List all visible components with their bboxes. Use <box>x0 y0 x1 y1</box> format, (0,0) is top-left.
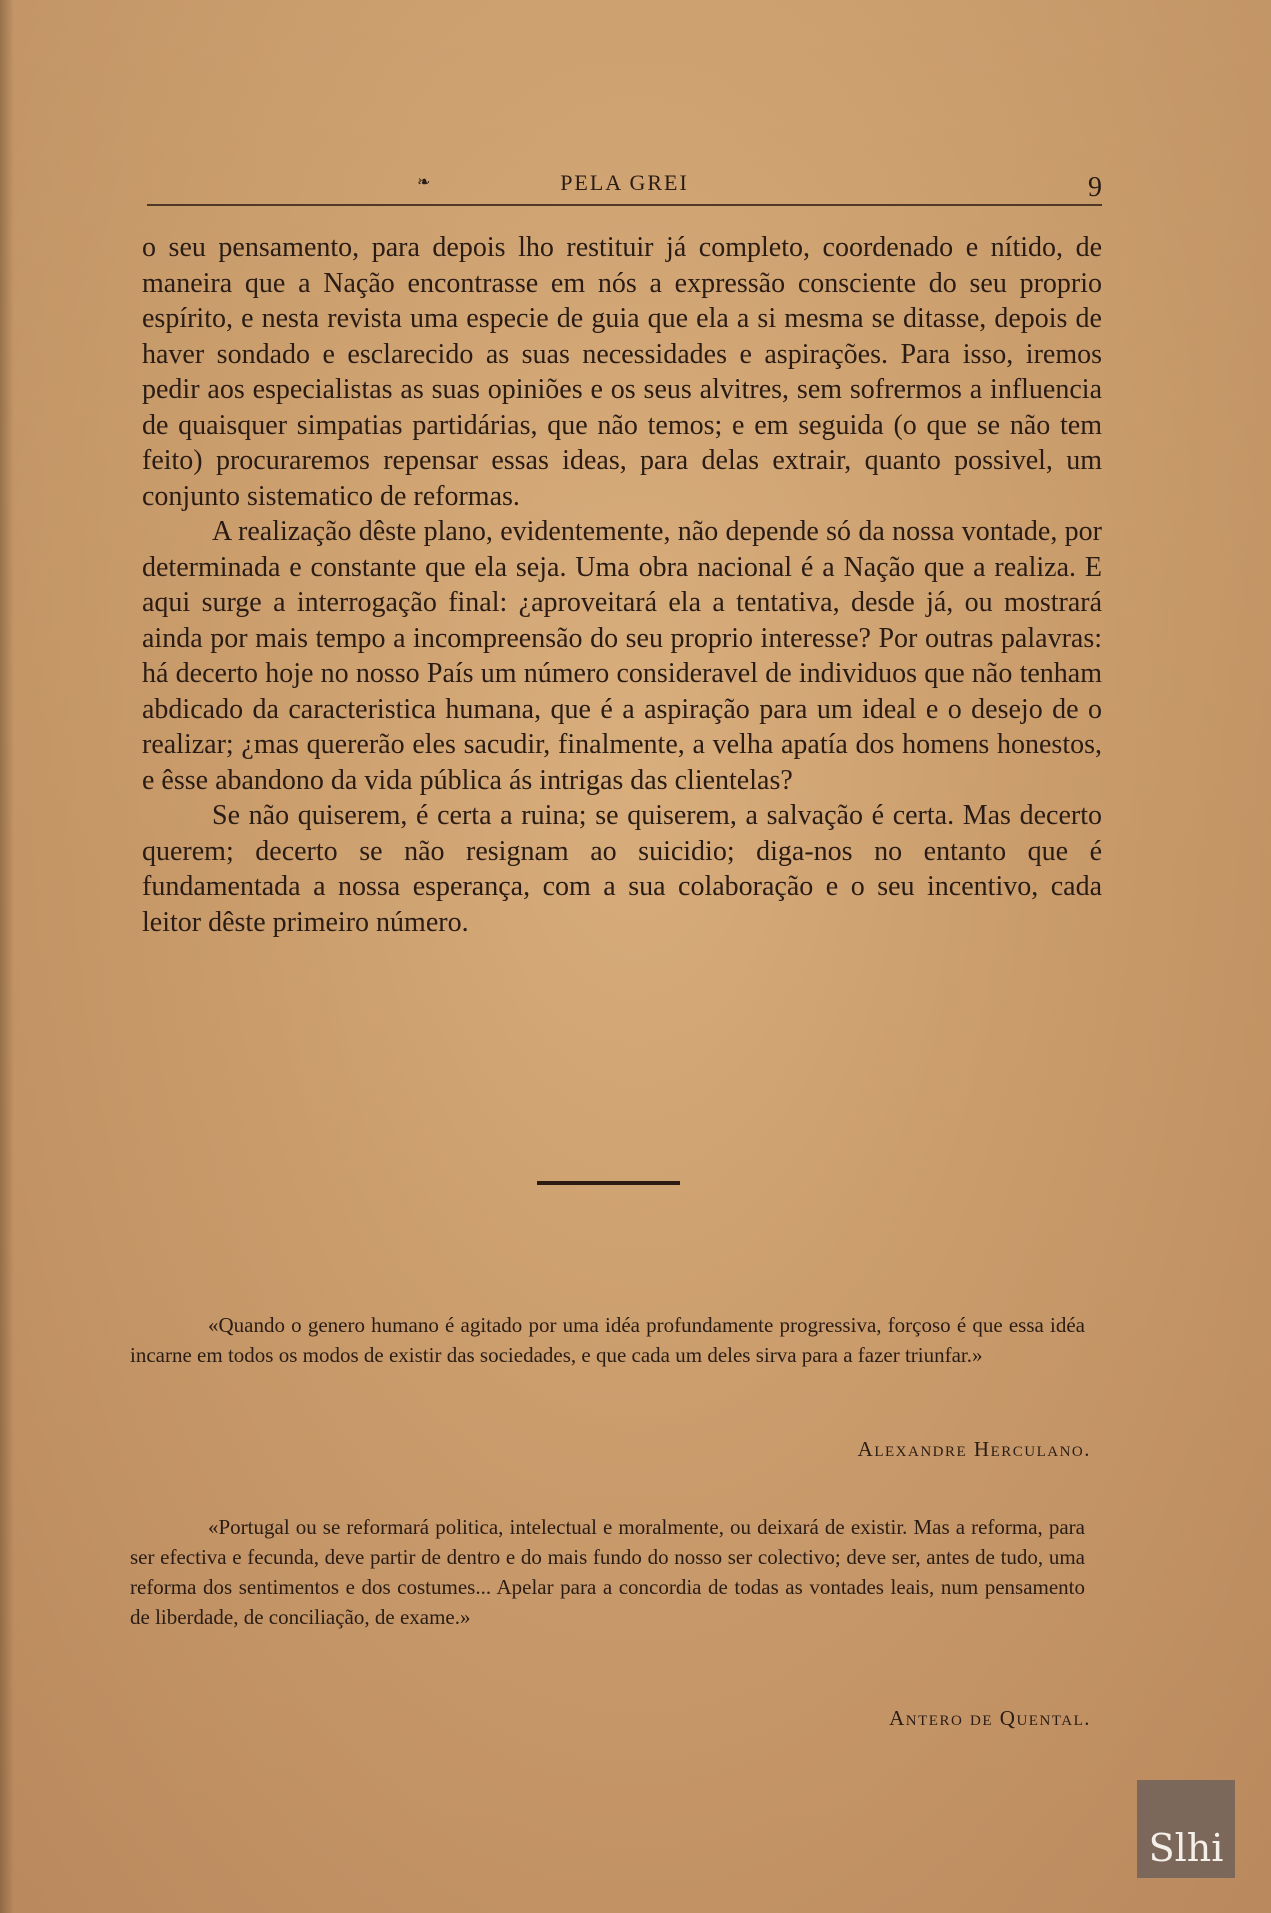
body-text <box>142 230 1102 940</box>
section-divider <box>537 1181 680 1185</box>
epigraph-quote-1-author: Alexandre Herculano. <box>857 1437 1091 1461</box>
epigraph-quote-1 <box>130 1310 1085 1370</box>
epigraph-quote-1-text: «Quando o genero humano é agitado por uma idéa profundamente progressiva, forçoso é que essa idéa incarne em todos os modos de existir das sociedades, e que cada um deles sirva para a fazer triunfar.» <box>130 1313 1085 1367</box>
archive-watermark-logo <box>1137 1780 1235 1878</box>
body-paragraph-2: A realização dêste plano, evidentemente, não depende só da nossa vontade, por determinada e constante que ela seja. Uma obra nacional é a Nação que a realiza. E aqui surge a interrogação final: ¿aproveitará ela a tentativa, desde já, ou mostrará ainda por mais tempo a incompreensão do seu proprio interesse? Por outras palavras: há decerto hoje no nosso País um número consideravel de individuos que não tenham abdicado da caracteristica humana, que é a aspiração para um ideal e o desejo de o realizar; ¿mas quererão eles sacudir, finalmente, a velha apatía dos homens honestos, e êsse abandono da vida pública ás intrigas das clientelas? <box>142 516 1102 796</box>
running-header-title: PELA GREI <box>560 170 689 195</box>
header-ornament-icon: ❧ <box>417 174 431 191</box>
epigraph-quote-2 <box>130 1512 1085 1632</box>
body-paragraph-3: Se não quiserem, é certa a ruina; se quiserem, a salvação é certa. Mas decerto querem; decerto se não resignam ao suicidio; diga-nos no entanto que é fundamentada a nossa esperança, com a sua colaboração e o seu incentivo, cada leitor dêste primeiro número. <box>142 800 1102 938</box>
page-left-edge-shadow <box>0 0 14 1913</box>
epigraph-quote-2-author: Antero de Quental. <box>889 1706 1091 1730</box>
header-rule <box>147 204 1102 206</box>
watermark-text: Slhi <box>1148 1826 1224 1870</box>
running-header <box>147 162 1102 208</box>
body-paragraph-1: o seu pensamento, para depois lho restituir já completo, coordenado e nítido, de maneira que a Nação encontrasse em nós a expressão consciente do seu proprio espírito, e nesta revista uma especie de guia que ela a si mesma se ditasse, depois de haver sondado e esclarecido as suas necessidades e aspirações. Para isso, iremos pedir aos especialistas as suas opiniões e os seus alvitres, sem sofrermos a influencia de quaisquer simpatias partidárias, que não temos; e em seguida (o que se não tem feito) procuraremos repensar essas ideas, para delas extrair, quanto possivel, um conjunto sistematico de reformas. <box>142 232 1102 512</box>
page-number: 9 <box>1088 172 1102 203</box>
epigraph-quote-2-text: «Portugal ou se reformará politica, intelectual e moralmente, ou deixará de existir. Mas a reforma, para ser efectiva e fecunda, deve partir de dentro e do mais fundo do nosso ser colectivo; deve ser, antes de tudo, uma reforma dos sentimentos e dos costumes... Apelar para a concordia de todas as vontades leais, num pensamento de liberdade, de conciliação, de exame.» <box>130 1515 1085 1629</box>
